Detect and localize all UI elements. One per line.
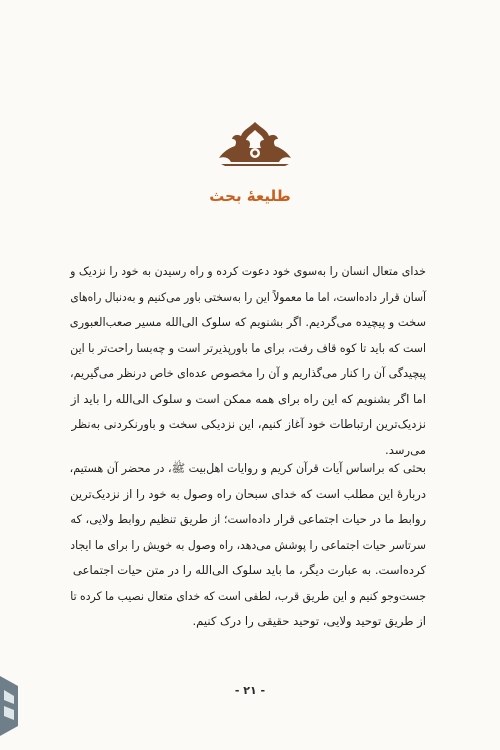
paragraph-line: دربارهٔ این مطلب است که خدای سبحان راه وصول به خود را از نزدیک‌ترین	[70, 486, 426, 501]
paragraph-line: آسان قرار داده‌است، اما ما معمولاً این را به‌سختی باور می‌کنیم و به‌دنبال راه‌های	[70, 289, 427, 304]
paragraph-line: سخت و پیچیده می‌گردیم. اگر بشنویم که سلوک الی‌الله مسیر صعب‌العبوری	[69, 315, 427, 329]
paragraph-line: کرده‌است. به عبارت دیگر، ما باید سلوک الی‌الله را در متن حیات اجتماعی	[72, 563, 426, 577]
paragraph-line: سرتاسر حیات اجتماعی را پوشش می‌دهد، راه وصول به خویش را برای ما ایجاد	[70, 537, 427, 552]
paragraph-line: روابط ما در حیات اجتماعی قرار داده‌است؛ از طریق تنظیم روابط ولایی، که	[70, 512, 426, 526]
paragraph-line: است که باید تا کوه قاف رفت، برای ما باورپذیرتر است و چه‌بسا راحت‌تر با این	[70, 340, 427, 355]
paragraph-line: بحثی که براساس آیات قرآن کریم و روایات اهل‌بیت ﷺ، در محضر آن هستیم،	[69, 461, 426, 475]
section-title: طلیعهٔ بحث	[209, 187, 291, 205]
paragraph-line: خدای متعال انسان را به‌سوی خود دعوت کرده و راه رسیدن به خود را نزدیک و	[70, 264, 426, 278]
publisher-corner-mark-icon	[0, 676, 26, 736]
decorative-arabesque-icon	[215, 120, 295, 170]
paragraph-line: جست‌وجو کنیم و این طریق قرب، لطفی است که خدای متعال نصیب ما کرده تا	[70, 588, 426, 603]
page-number: - ۲۱ -	[234, 684, 266, 697]
paragraph-line: نزدیک‌ترین ارتباطات خود آغاز کنیم، این نزدیکی سخت و باورنکردنی به‌نظر	[71, 417, 426, 431]
paragraph-2	[70, 456, 426, 635]
paragraph-line: پیچیدگی آن را کنار می‌گذاریم و آن را مخصوص عده‌ای خاص درنظر می‌گیریم،	[69, 366, 427, 380]
paragraph-line: از طریق توحید ولایی، توحید حقیقی را درک کنیم.	[192, 614, 426, 628]
paragraph-1	[70, 259, 426, 463]
paragraph-line: می‌رسد.	[385, 442, 426, 457]
paragraph-line: اما اگر بشنویم که این راه برای همه ممکن است و سلوک الی‌الله را باید از	[70, 391, 426, 406]
